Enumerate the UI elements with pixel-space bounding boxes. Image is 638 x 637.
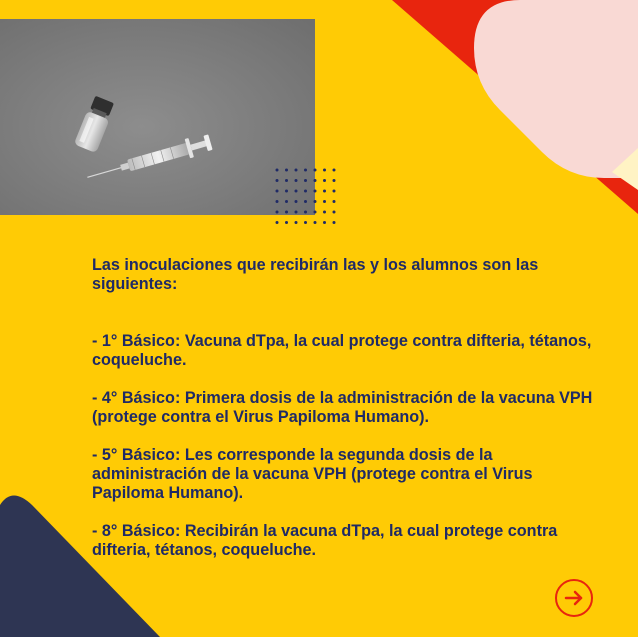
intro-text: Las inoculaciones que recibirán las y los alumnos son las siguientes:	[92, 256, 539, 293]
vaccine-item-5th-grade: - 5° Básico: Les corresponde la segunda dosis de la administración de la vacuna VPH (protege contra el Virus Papiloma Humano).	[92, 446, 533, 502]
arrow-right-circle-icon	[563, 587, 585, 609]
vaccine-photo	[0, 19, 315, 215]
pink-corner-shape	[474, 0, 638, 178]
next-slide-button[interactable]	[555, 579, 593, 617]
vaccine-item-1st-grade: - 1° Básico: Vacuna dTpa, la cual protege contra difteria, tétanos, coqueluche.	[92, 332, 592, 369]
vaccine-item-4th-grade: - 4° Básico: Primera dosis de la administración de la vacuna VPH (protege contra el Virus Papiloma Humano).	[92, 389, 593, 426]
vaccine-item-8th-grade: - 8° Básico: Recibirán la vacuna dTpa, la cual protege contra difteria, tétanos, coqueluche.	[92, 522, 558, 559]
post-text	[92, 256, 602, 579]
dot-grid-decoration	[274, 167, 338, 227]
